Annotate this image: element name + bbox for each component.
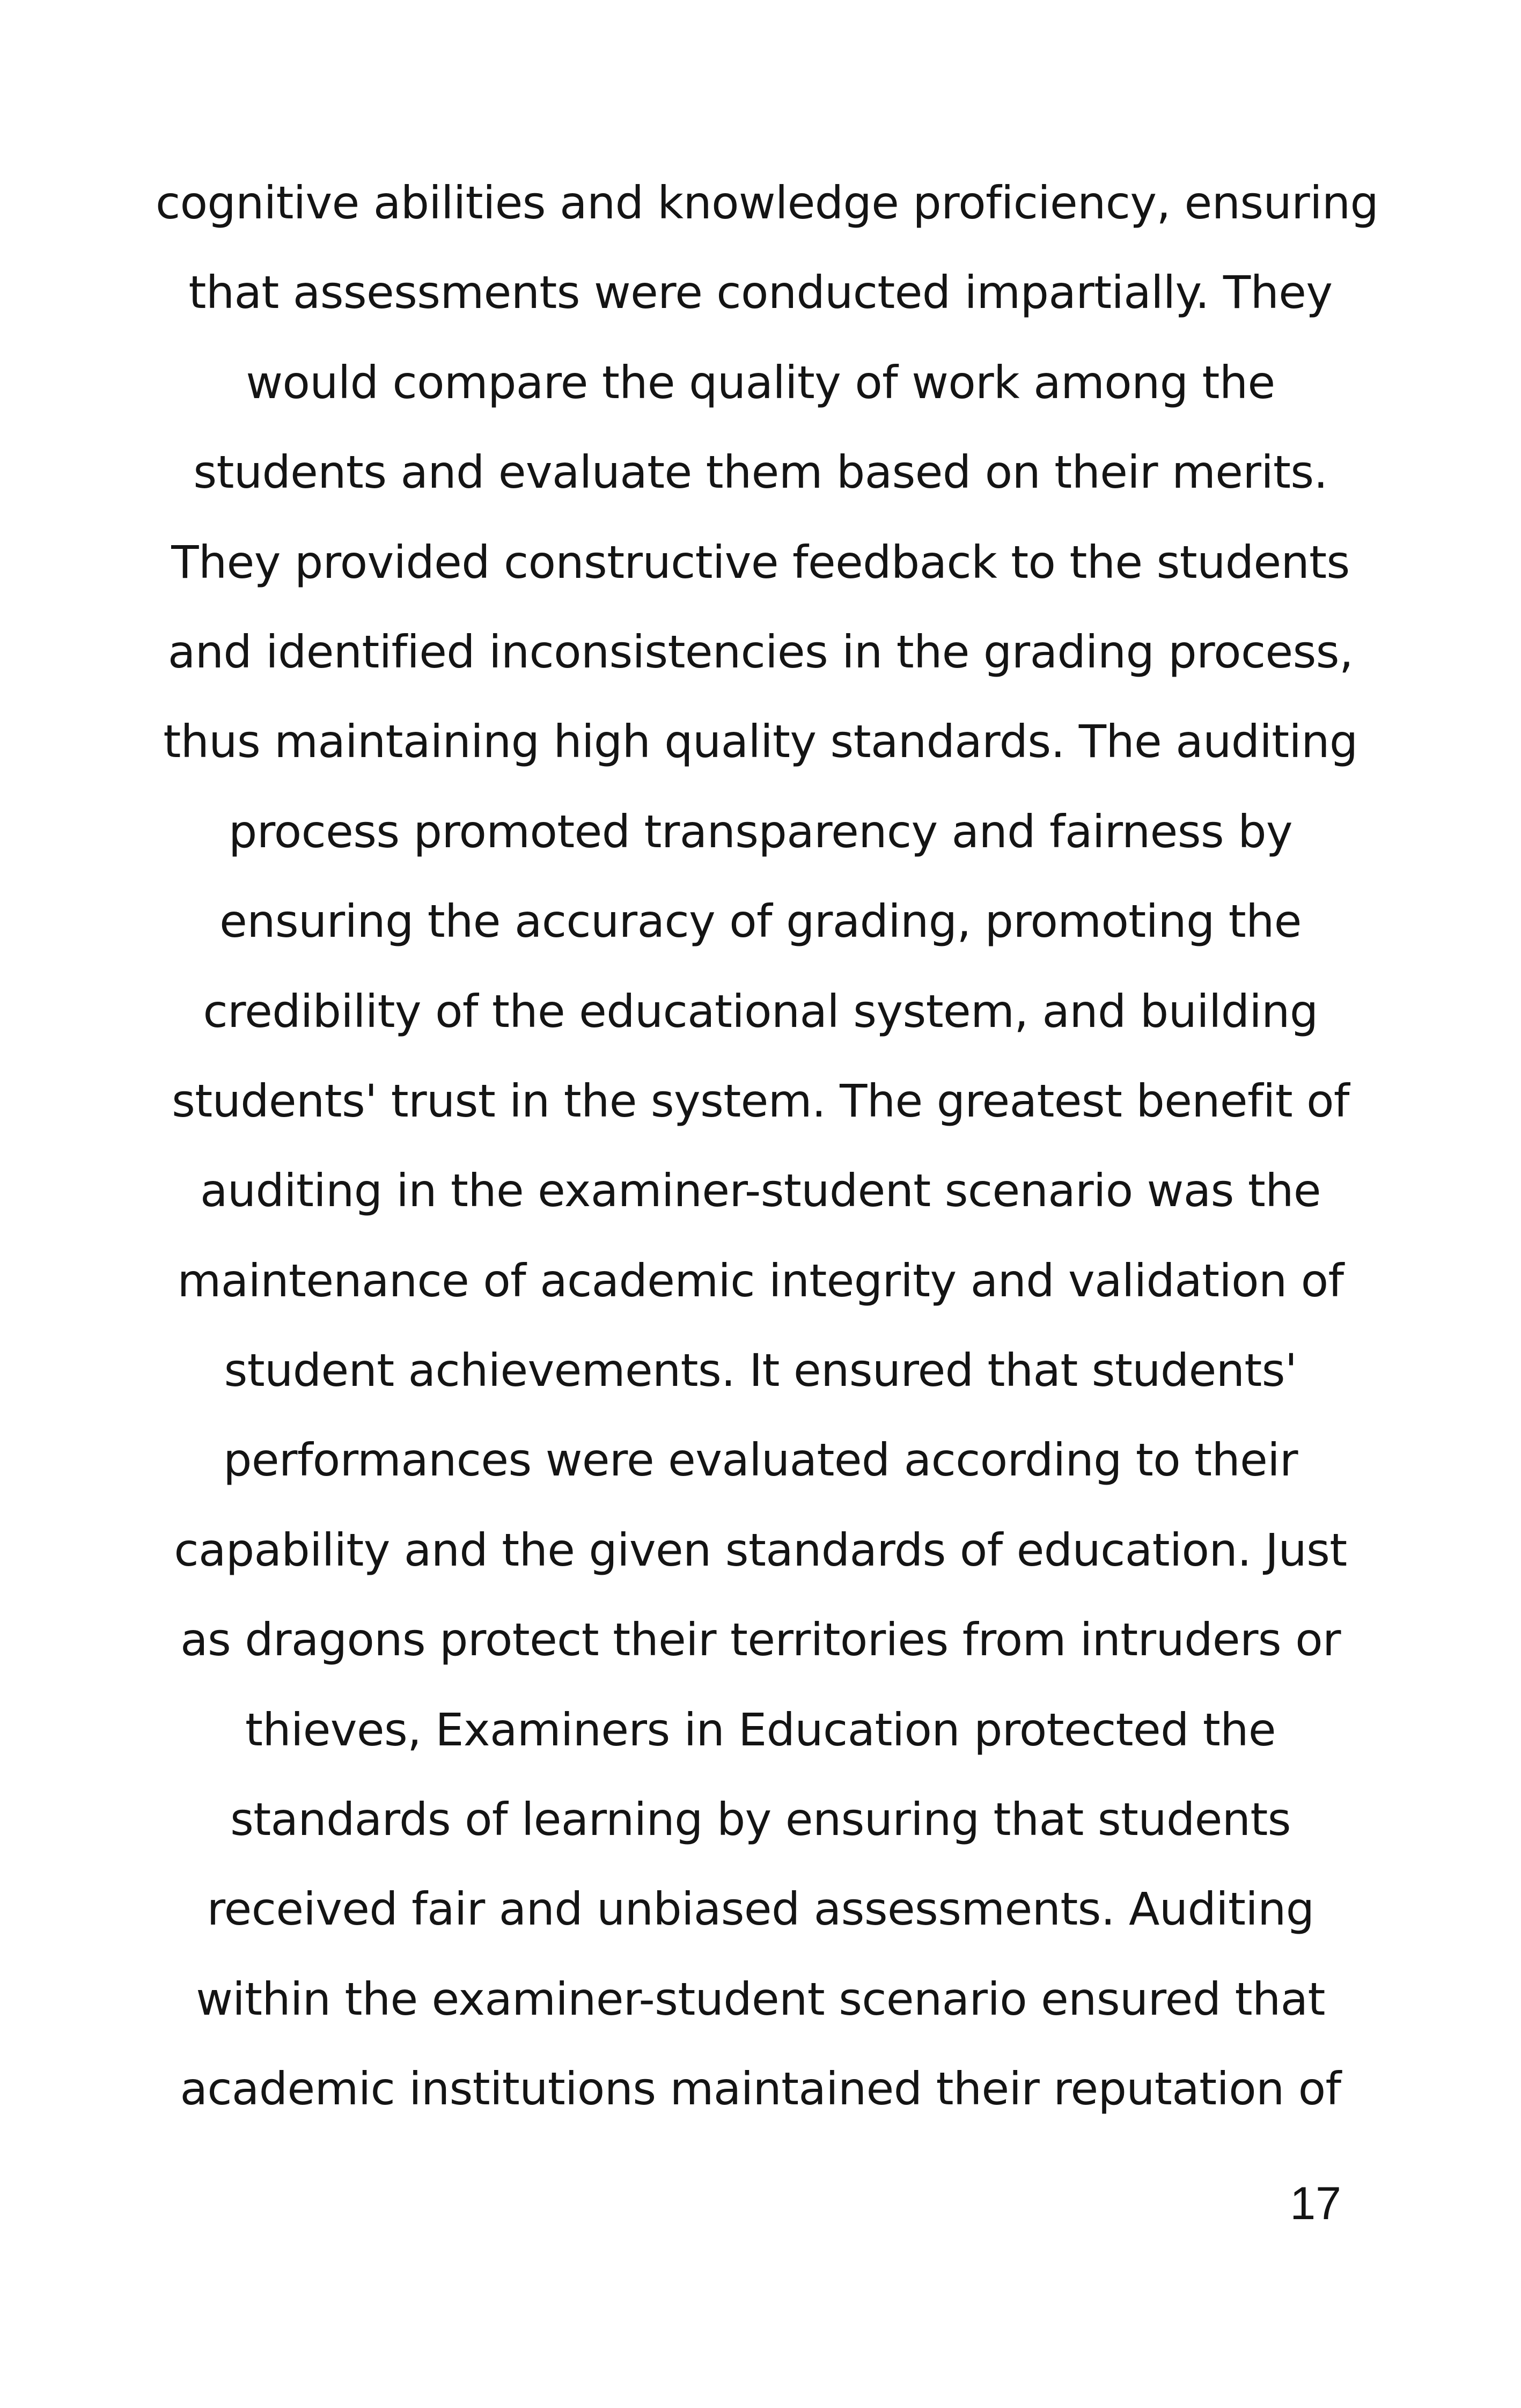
text-line: credibility of the educational system, and building [203, 985, 1318, 1038]
text-line: maintenance of academic integrity and validation of [177, 1254, 1344, 1307]
text-line: standards of learning by ensuring that students [230, 1793, 1291, 1846]
text-line: academic institutions maintained their reputation of [180, 2062, 1341, 2116]
text-line: would compare the quality of work among the [246, 356, 1275, 409]
text-line: thieves, Examiners in Education protected the [245, 1703, 1276, 1756]
page-number: 17 [1290, 2178, 1341, 2229]
text-line: within the examiner-student scenario ensured that [196, 1972, 1325, 2025]
text-line: students and evaluate them based on their merits. [193, 446, 1328, 499]
text-line: process promoted transparency and fairness by [228, 805, 1293, 858]
text-line: student achievements. It ensured that students' [224, 1344, 1297, 1397]
text-line: cognitive abilities and knowledge proficiency, ensuring [156, 177, 1379, 229]
text-line: received fair and unbiased assessments. Auditing [207, 1883, 1314, 1936]
text-line: They provided constructive feedback to the students [171, 535, 1350, 589]
text-line: that assessments were conducted impartially. They [188, 266, 1333, 319]
body-text [156, 171, 1379, 2147]
text-line: auditing in the examiner-student scenario was the [200, 1164, 1321, 1217]
text-line: and identified inconsistencies in the grading process, [167, 625, 1354, 678]
text-line: performances were evaluated according to their [223, 1434, 1298, 1487]
text-line: students' trust in the system. The greatest benefit of [172, 1074, 1349, 1127]
text-line: ensuring the accuracy of grading, promoting the [219, 895, 1302, 948]
text-line: as dragons protect their territories from intruders or [180, 1613, 1341, 1666]
text-line: thus maintaining high quality standards. The auditing [163, 715, 1358, 768]
text-line: capability and the given standards of education. Just [174, 1523, 1347, 1576]
